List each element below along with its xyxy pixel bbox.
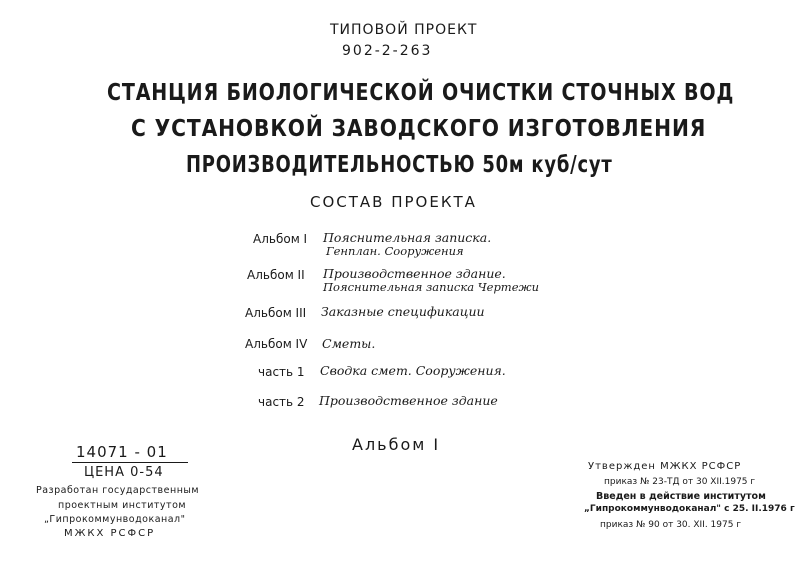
album-4-text-1: Сметы. (322, 336, 376, 351)
ministry: МЖКХ РСФСР (64, 528, 156, 539)
institute-name: „Гипрокоммунводоканал" (44, 514, 186, 525)
title-line-3: ПРОИЗВОДИТЕЛЬНОСТЬЮ 50м куб/сут (186, 152, 613, 178)
order-1: приказ № 23-ТД от 30 XII.1975 г (604, 477, 756, 487)
album-3-label: Альбом III (245, 306, 307, 320)
album-2-text-2: Пояснительная записка Чертежи (323, 280, 539, 294)
approved-by: Утвержден МЖКХ РСФСР (588, 461, 742, 472)
album-3-text-1: Заказные спецификации (321, 304, 485, 319)
part-2-label: часть 2 (258, 395, 305, 409)
enacted-institute: „Гипрокоммунводоканал" с 25. II.1976 г (584, 504, 795, 514)
enacted-by: Введен в действие институтом (596, 491, 766, 502)
part-1-label: часть 1 (258, 365, 305, 379)
album-4-label: Альбом IV (245, 337, 308, 351)
part-1-text: Сводка смет. Сооружения. (320, 363, 506, 378)
album-label: Альбом I (352, 435, 441, 454)
album-2-text-1: Производственное здание. (323, 266, 506, 281)
part-2-text: Производственное здание (319, 393, 498, 408)
project-number: 902-2-263 (342, 43, 433, 59)
album-2-label: Альбом II (247, 268, 305, 282)
catalog-code: 14071 - 01 (76, 443, 168, 461)
title-line-2: С УСТАНОВКОЙ ЗАВОДСКОГО ИЗГОТОВЛЕНИЯ (131, 116, 707, 142)
code-underline (72, 462, 188, 463)
institute-type: проектным институтом (58, 500, 187, 511)
title-line-1: СТАНЦИЯ БИОЛОГИЧЕСКОЙ ОЧИСТКИ СТОЧНЫХ ВОД (107, 80, 735, 106)
album-1-text-1: Пояснительная записка. (323, 230, 492, 245)
developed-by: Разработан государственным (36, 485, 200, 496)
price: ЦЕНА 0-54 (84, 465, 164, 480)
album-1-label: Альбом I (253, 232, 308, 246)
album-1-text-2: Генплан. Сооружения (326, 244, 464, 258)
project-type: ТИПОВОЙ ПРОЕКТ (330, 22, 478, 38)
order-2: приказ № 90 от 30. XII. 1975 г (600, 520, 742, 530)
composition-heading: СОСТАВ ПРОЕКТА (310, 193, 477, 211)
